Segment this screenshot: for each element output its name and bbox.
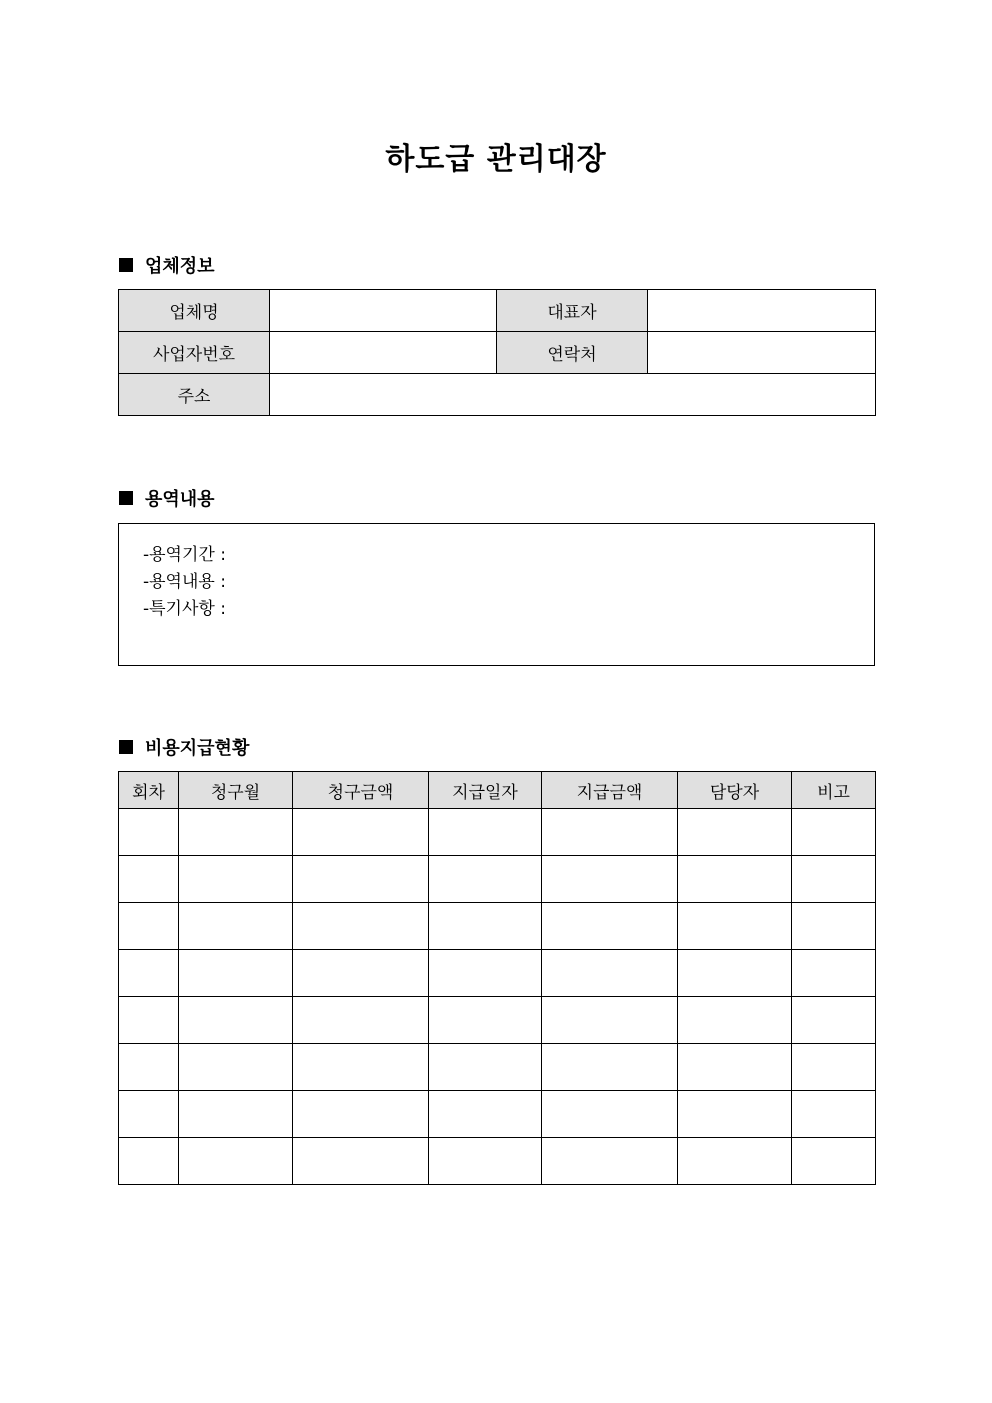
service-section-heading — [119, 486, 215, 510]
table-cell[interactable] — [678, 1138, 792, 1185]
payment-header-row — [119, 772, 876, 809]
payment-table — [118, 771, 876, 1185]
table-cell[interactable] — [429, 950, 542, 997]
table-cell[interactable] — [119, 809, 179, 856]
table-cell[interactable] — [542, 997, 678, 1044]
table-row — [119, 1138, 876, 1185]
table-cell[interactable] — [119, 950, 179, 997]
service-lines — [143, 542, 226, 623]
table-cell[interactable] — [792, 1044, 876, 1091]
column-header-manager: 담당자 — [678, 772, 792, 809]
table-cell[interactable] — [542, 1138, 678, 1185]
representative-field[interactable] — [648, 290, 876, 332]
table-cell[interactable] — [429, 997, 542, 1044]
table-cell[interactable] — [792, 809, 876, 856]
table-cell[interactable] — [179, 1091, 293, 1138]
column-header-payment-amount: 지급금액 — [542, 772, 678, 809]
payment-section-title: 비용지급현황 — [145, 738, 250, 759]
table-cell[interactable] — [542, 1044, 678, 1091]
table-cell[interactable] — [179, 809, 293, 856]
table-cell[interactable] — [293, 1044, 429, 1091]
table-cell[interactable] — [179, 997, 293, 1044]
document-title: 하도급 관리대장 — [385, 142, 607, 177]
column-header-round: 회차 — [119, 772, 179, 809]
address-field[interactable] — [270, 374, 876, 416]
payment-table-body — [119, 809, 876, 1185]
company-info-row — [119, 332, 876, 374]
table-cell[interactable] — [678, 809, 792, 856]
table-cell[interactable] — [429, 1091, 542, 1138]
company-info-row — [119, 290, 876, 332]
table-row — [119, 997, 876, 1044]
table-cell[interactable] — [179, 903, 293, 950]
column-header-claim-month: 청구월 — [179, 772, 293, 809]
column-header-payment-date: 지급일자 — [429, 772, 542, 809]
table-cell[interactable] — [429, 1138, 542, 1185]
table-cell[interactable] — [119, 903, 179, 950]
table-cell[interactable] — [429, 856, 542, 903]
table-cell[interactable] — [429, 809, 542, 856]
company-section-heading — [119, 253, 215, 277]
contact-label: 연락처 — [497, 332, 648, 374]
table-row — [119, 1091, 876, 1138]
special-notes-line: -특기사항 : — [143, 599, 226, 619]
table-cell[interactable] — [293, 1091, 429, 1138]
table-cell[interactable] — [678, 1091, 792, 1138]
table-cell[interactable] — [542, 856, 678, 903]
business-number-label: 사업자번호 — [119, 332, 270, 374]
table-cell[interactable] — [119, 1044, 179, 1091]
payment-section-heading — [119, 735, 249, 759]
address-label: 주소 — [119, 374, 270, 416]
table-cell[interactable] — [792, 950, 876, 997]
company-name-label: 업체명 — [119, 290, 270, 332]
table-cell[interactable] — [293, 950, 429, 997]
square-bullet-icon — [119, 740, 133, 754]
service-period-line: -용역기간 : — [143, 545, 226, 565]
column-header-remarks: 비고 — [792, 772, 876, 809]
service-section-title: 용역내용 — [145, 489, 215, 510]
table-cell[interactable] — [179, 1044, 293, 1091]
table-cell[interactable] — [542, 1091, 678, 1138]
contact-field[interactable] — [648, 332, 876, 374]
company-name-field[interactable] — [270, 290, 497, 332]
table-row — [119, 950, 876, 997]
table-cell[interactable] — [179, 856, 293, 903]
table-cell[interactable] — [542, 903, 678, 950]
company-info-table — [118, 289, 876, 416]
table-cell[interactable] — [293, 997, 429, 1044]
table-cell[interactable] — [119, 1091, 179, 1138]
table-cell[interactable] — [678, 903, 792, 950]
table-cell[interactable] — [792, 1091, 876, 1138]
table-cell[interactable] — [119, 856, 179, 903]
table-cell[interactable] — [179, 1138, 293, 1185]
table-cell[interactable] — [179, 950, 293, 997]
representative-label: 대표자 — [497, 290, 648, 332]
table-cell[interactable] — [792, 997, 876, 1044]
table-cell[interactable] — [429, 1044, 542, 1091]
business-number-field[interactable] — [270, 332, 497, 374]
company-section-title: 업체정보 — [145, 256, 215, 277]
table-cell[interactable] — [293, 856, 429, 903]
square-bullet-icon — [119, 258, 133, 272]
table-row — [119, 856, 876, 903]
company-info-row — [119, 374, 876, 416]
table-cell[interactable] — [792, 856, 876, 903]
service-content-box[interactable] — [118, 523, 875, 666]
table-row — [119, 903, 876, 950]
table-cell[interactable] — [542, 809, 678, 856]
table-row — [119, 1044, 876, 1091]
table-cell[interactable] — [293, 809, 429, 856]
table-cell[interactable] — [678, 1044, 792, 1091]
table-cell[interactable] — [792, 903, 876, 950]
table-cell[interactable] — [119, 997, 179, 1044]
table-cell[interactable] — [429, 903, 542, 950]
table-cell[interactable] — [119, 1138, 179, 1185]
table-cell[interactable] — [293, 903, 429, 950]
table-cell[interactable] — [792, 1138, 876, 1185]
square-bullet-icon — [119, 491, 133, 505]
table-cell[interactable] — [678, 950, 792, 997]
table-cell[interactable] — [542, 950, 678, 997]
table-row — [119, 809, 876, 856]
service-content-line: -용역내용 : — [143, 572, 226, 592]
table-cell[interactable] — [293, 1138, 429, 1185]
table-cell[interactable] — [678, 997, 792, 1044]
column-header-claim-amount: 청구금액 — [293, 772, 429, 809]
table-cell[interactable] — [678, 856, 792, 903]
